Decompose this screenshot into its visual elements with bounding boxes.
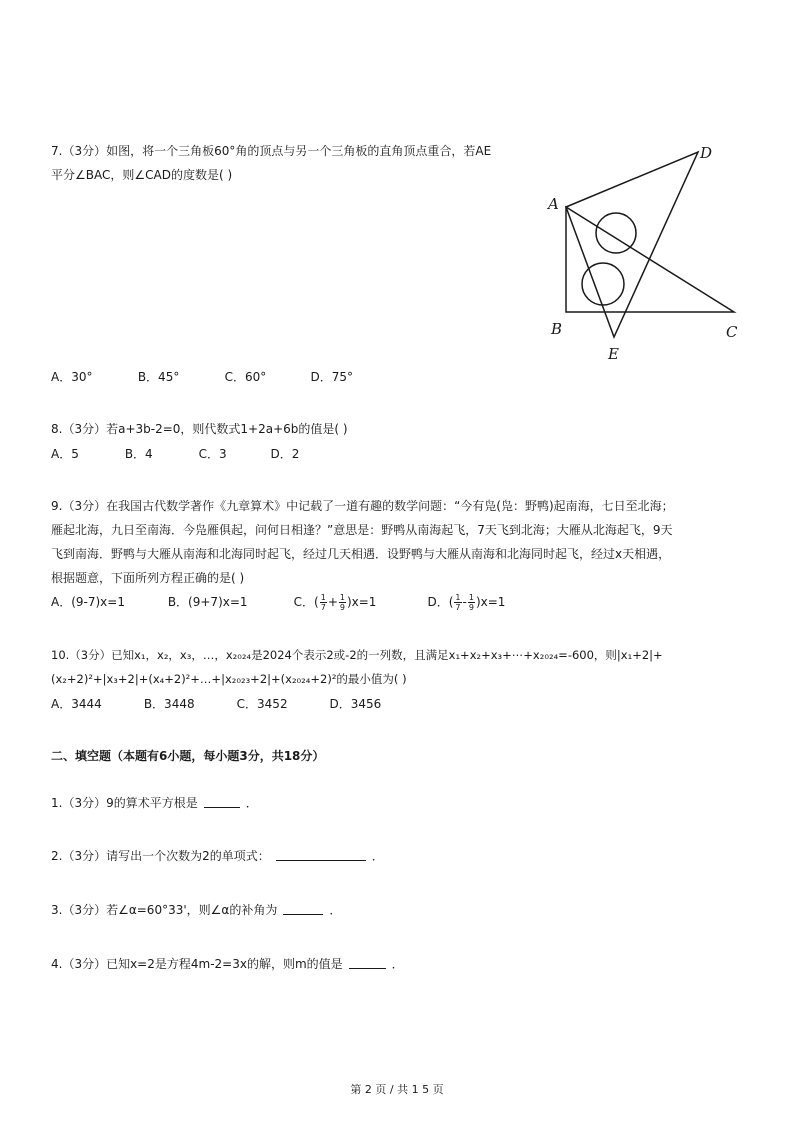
q10-option-a[interactable]: A．3444 [51,697,102,711]
q9-stem-line1: 9.（3分）在我国古代数学著作《九章算术》中记载了一道有趣的数学问题：“今有凫(凫：野鸭)起南海，七日至北海； [51,499,674,513]
board-hole-top [596,213,636,253]
q9-stem-line4: 根据题意，下面所列方程正确的是( ) [51,571,245,585]
fill-3-answer-blank[interactable] [283,902,323,915]
fill-question-3 [51,901,341,919]
fill-2-answer-blank[interactable] [276,848,366,861]
q10-option-b[interactable]: B．3448 [143,697,195,711]
q10-stem-line2: (x₂+2)²+|x₃+2|+(x₄+2)²+…+|x₂₀₂₃+2|+(x₂₀₂₄+2)²的最小值为( ) [51,672,407,686]
q7-option-c[interactable]: C．60° [224,370,267,384]
fill-question-4 [51,955,404,973]
q9-option-a[interactable]: A．(9-7)x=1 [51,595,125,609]
q8-option-b[interactable]: B．4 [124,447,153,461]
board-hole-bottom [582,263,624,305]
fraction-one-seventh: $\frac{1}{7}$ [455,593,461,612]
q10-options [51,695,381,713]
q7-stem-line2: 平分∠BAC，则∠CAD的度数是( ) [51,168,233,182]
q7-option-a[interactable]: A．30° [51,370,93,384]
fill-4-text: 4.（3分）已知x=2是方程4m-2=3x的解，则m的值是 [51,957,343,971]
q7-option-d[interactable]: D．75° [310,370,353,384]
q8-option-d[interactable]: D．2 [270,447,300,461]
fill-4-answer-blank[interactable] [349,956,386,969]
q9-option-c-suffix: )x=1 [346,595,377,609]
q9-stem-line2: 雁起北海，九日至南海．今凫雁俱起，问何日相逢？”意思是：野鸭从南海起飞，7天飞到北海；大雁从北海起飞，9天 [51,523,673,537]
minus-sign: - [462,595,467,609]
fraction-one-ninth: $\frac{1}{9}$ [339,593,345,612]
fraction-one-seventh: $\frac{1}{7}$ [320,593,326,612]
q7-options [51,368,353,386]
q9-option-d-suffix: )x=1 [475,595,506,609]
page-footer: 第 2 页 / 共 1 5 页 [350,1083,444,1096]
q7-option-b[interactable]: B．45° [137,370,180,384]
section-title-fill-in: 二、填空题（本题有6小题，每小题3分，共18分） [51,749,325,763]
q9-options [51,593,505,612]
q9-stem-line3: 飞到南海．野鸭与大雁从南海和北海同时起飞，经过几天相遇．设野鸭与大雁从南海和北海同时起飞，经过x天相遇， [51,547,671,561]
fill-3-text: 3.（3分）若∠α=60°33'，则∠α的补角为 [51,903,278,917]
fill-1-text: 1.（3分）9的算术平方根是 [51,796,198,810]
q9-option-b[interactable]: B．(9+7)x=1 [167,595,248,609]
label-d: D [700,144,713,162]
label-b: B [551,320,563,338]
q9-option-c-prefix: C．( [293,595,319,609]
label-e: E [608,345,619,363]
fill-4-period: ． [391,957,404,971]
q9-option-c[interactable] [294,593,424,612]
q9-option-d-prefix: D．( [427,595,454,609]
q8-options [51,445,299,463]
plus-sign: + [327,595,338,609]
label-a: A [548,195,559,213]
fraction-one-ninth: $\frac{1}{9}$ [468,593,474,612]
q7-triangle-figure [540,140,750,365]
fill-question-1 [51,794,258,812]
q10-option-d[interactable]: D．3456 [329,697,382,711]
fill-2-period: ． [371,849,384,863]
label-c: C [726,323,738,341]
q7-stem-line1: 7.（3分）如图，将一个三角板60°角的顶点与另一个三角板的直角顶点重合，若AE [51,144,492,158]
q10-stem-line1: 10.（3分）已知x₁，x₂，x₃，…，x₂₀₂₄是2024个表示2或-2的一列数，且满足x₁+x₂+x₃+⋯+x₂₀₂₄=-600，则|x₁+2|+ [51,648,663,662]
fill-1-answer-blank[interactable] [204,795,240,808]
fill-question-2 [51,847,384,865]
q9-option-d[interactable] [427,593,505,612]
fill-1-period: ． [245,796,258,810]
fill-2-text: 2.（3分）请写出一个次数为2的单项式： [51,849,270,863]
q8-option-c[interactable]: C．3 [198,447,227,461]
q8-stem: 8.（3分）若a+3b-2=0，则代数式1+2a+6b的值是( ) [51,422,348,436]
q10-option-c[interactable]: C．3452 [236,697,288,711]
fill-3-period: ． [329,903,342,917]
q8-option-a[interactable]: A．5 [51,447,79,461]
